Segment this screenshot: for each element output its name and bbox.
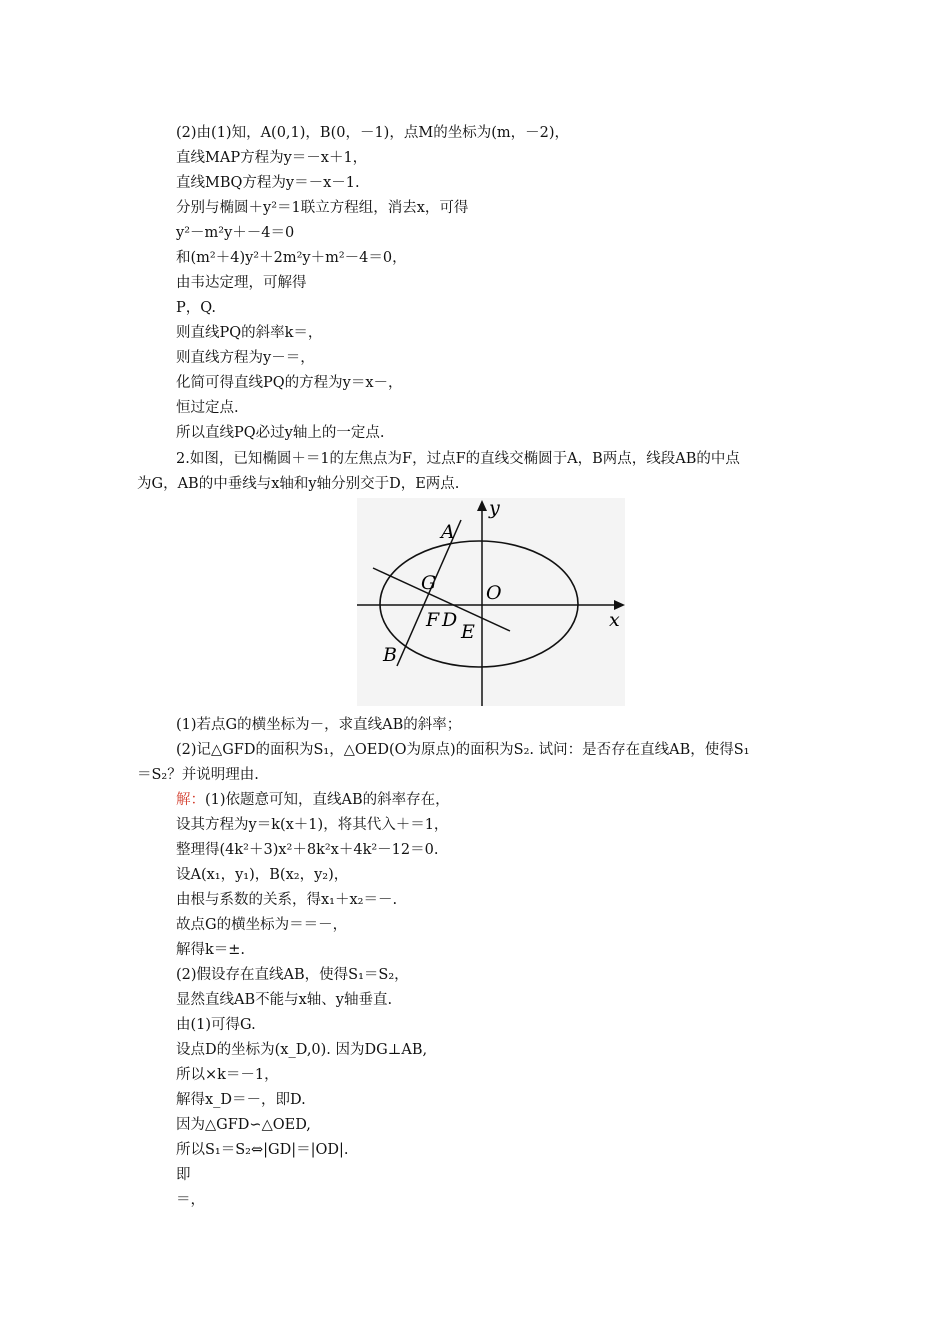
solution-line: 故点G的横坐标为＝＝－， xyxy=(176,917,348,933)
solution-line: 设其方程为y＝k(x＋1)，将其代入＋＝1， xyxy=(176,817,449,833)
label-a: A xyxy=(441,521,455,543)
text-line: 直线MBQ方程为y＝－x－1. xyxy=(176,175,360,191)
label-d: D xyxy=(442,609,458,631)
text-line: 化简可得直线PQ的方程为y＝x－， xyxy=(176,375,403,391)
text-line: 分别与椭圆＋y²＝1联立方程组，消去x，可得 xyxy=(176,200,469,216)
question-2-cont: ＝S₂？并说明理由. xyxy=(137,767,259,783)
solution-line: 因为△GFD∽△OED, xyxy=(176,1117,311,1133)
text-line: 和(m²＋4)y²＋2m²y＋m²－4＝0， xyxy=(176,250,407,266)
text-line: y²－m²y＋－4＝0 xyxy=(176,225,295,241)
label-g: G xyxy=(421,572,437,594)
solution-line: 设点D的坐标为(x_D,0). 因为DG⊥AB, xyxy=(176,1042,428,1058)
solution-line: 解得x_D＝－，即D. xyxy=(176,1092,306,1108)
solution-text: (1)依题意可知，直线AB的斜率存在， xyxy=(205,792,450,808)
y-axis-arrow xyxy=(477,500,487,511)
text-line: 由韦达定理，可解得 xyxy=(176,275,307,291)
problem-2-statement: 2.如图，已知椭圆＋＝1的左焦点为F，过点F的直线交椭圆于A，B两点，线段AB的中点 xyxy=(176,451,740,467)
label-o: O xyxy=(486,582,502,604)
text-line: 恒过定点. xyxy=(176,400,239,416)
text-line: P，Q. xyxy=(176,300,217,316)
text-line: 直线MAP方程为y＝－x＋1， xyxy=(176,150,368,166)
solution-line: 整理得(4k²＋3)x²＋8k²x＋4k²－12＝0. xyxy=(176,842,439,858)
solution-line: ＝， xyxy=(176,1192,205,1208)
label-b: B xyxy=(383,644,397,666)
ellipse-diagram xyxy=(357,498,625,706)
solution-first-line xyxy=(176,790,450,810)
label-f: F xyxy=(426,609,440,631)
label-e: E xyxy=(461,621,475,643)
solution-line: 由根与系数的关系，得x₁＋x₂＝－. xyxy=(176,892,398,908)
solution-line: 设A(x₁，y₁)，B(x₂，y₂)， xyxy=(176,867,349,883)
solution-label: 解： xyxy=(176,792,205,808)
solution-line: 显然直线AB不能与x轴、y轴垂直. xyxy=(176,992,393,1008)
solution-line: 解得k＝±. xyxy=(176,942,246,958)
label-y: y xyxy=(489,498,500,519)
solution-line: 所以×k＝－1， xyxy=(176,1067,279,1083)
text-line: (2)由(1)知，A(0,1)，B(0，－1)，点M的坐标为(m，－2)， xyxy=(176,125,569,141)
solution-line: 由(1)可得G. xyxy=(176,1017,256,1033)
ellipse xyxy=(380,541,578,667)
text-line: 所以直线PQ必过y轴上的一定点. xyxy=(176,425,385,441)
solution-line: (2)假设存在直线AB，使得S₁＝S₂， xyxy=(176,967,409,983)
solution-line: 所以S₁＝S₂⇔|GD|＝|OD|. xyxy=(176,1142,349,1158)
solution-line: 即 xyxy=(176,1167,191,1183)
text-line: 则直线PQ的斜率k＝， xyxy=(176,325,323,341)
label-x: x xyxy=(609,609,620,631)
problem-2-statement-cont: 为G，AB的中垂线与x轴和y轴分别交于D，E两点. xyxy=(137,476,460,492)
question-1: (1)若点G的横坐标为－，求直线AB的斜率； xyxy=(176,717,462,733)
question-2: (2)记△GFD的面积为S₁，△OED(O为原点)的面积为S₂. 试问：是否存在直线AB，使得S₁ xyxy=(176,742,750,758)
ellipse-figure xyxy=(357,498,625,706)
text-line: 则直线方程为y－＝， xyxy=(176,350,315,366)
